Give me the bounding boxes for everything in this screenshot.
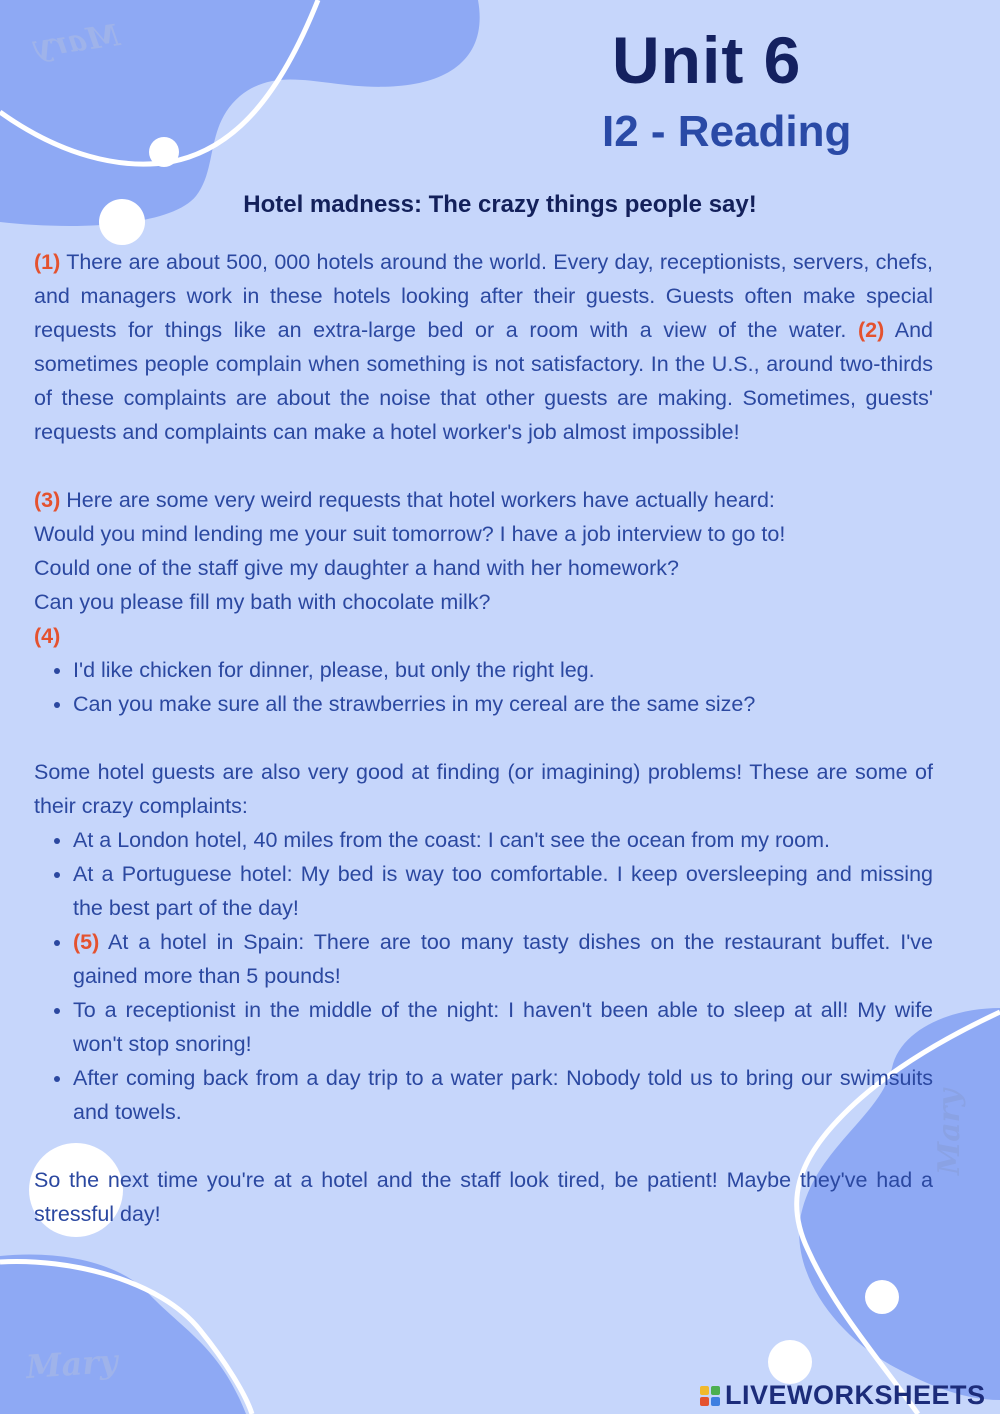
list-item: • I'd like chicken for dinner, please, but only the right leg. bbox=[73, 653, 933, 687]
marker-1[interactable]: (1) bbox=[34, 250, 61, 274]
liveworksheets-text: LIVEWORKSHEETS bbox=[725, 1380, 986, 1410]
unit-subtitle: I2 - Reading bbox=[602, 107, 852, 156]
liveworksheets-mark-icon bbox=[699, 1385, 721, 1407]
marker-5[interactable]: (5) bbox=[73, 930, 100, 954]
list-item: • To a receptionist in the middle of the night: I haven't been able to sleep at all! My wife won't stop snoring! bbox=[73, 993, 933, 1061]
marker-4-line bbox=[34, 619, 933, 653]
unit-title: Unit 6 bbox=[612, 23, 802, 97]
requests-bullet-list bbox=[34, 653, 933, 721]
list-item bbox=[73, 925, 933, 993]
marker-3[interactable]: (3) bbox=[34, 488, 61, 512]
article-title: Hotel madness: The crazy things people say! bbox=[243, 191, 757, 218]
mark-square bbox=[700, 1386, 709, 1395]
dot-bottom-right-1 bbox=[865, 1280, 899, 1314]
watermark-top-left: Mary bbox=[31, 18, 122, 65]
dot-bottom-right-2 bbox=[768, 1340, 812, 1384]
request-line: Would you mind lending me your suit tomorrow? I have a job interview to go to! bbox=[34, 522, 786, 546]
closing-paragraph: So the next time you're at a hotel and the staff look tired, be patient! Maybe they've had a stressful day! bbox=[34, 1168, 933, 1226]
complaints-bullet-list bbox=[34, 823, 933, 1129]
para1-text-a: There are about 500, 000 hotels around the world. Every day, receptionists, servers, chefs, and managers work in these hotels looking after their guests. Guests often make special requests for things like an extra-large bed or a room with a view of the water. bbox=[34, 250, 933, 342]
mark-square bbox=[711, 1386, 720, 1395]
watermark-right: Mary bbox=[932, 1089, 967, 1175]
complaints-intro: Some hotel guests are also very good at finding (or imagining) problems! These are some of their crazy complaints: bbox=[34, 760, 933, 818]
list-item: • At a London hotel, 40 miles from the coast: I can't see the ocean from my room. bbox=[73, 823, 933, 857]
request-line: Can you please fill my bath with chocolate milk? bbox=[34, 590, 491, 614]
list-item: • At a Portuguese hotel: My bed is way too comfortable. I keep oversleeping and missing the best part of the day! bbox=[73, 857, 933, 925]
mark-square bbox=[700, 1397, 709, 1406]
list-item: • After coming back from a day trip to a water park: Nobody told us to bring our swimsuits and towels. bbox=[73, 1061, 933, 1129]
article-body bbox=[34, 245, 933, 1231]
dot-top-1 bbox=[149, 137, 179, 167]
marker-2[interactable]: (2) bbox=[858, 318, 885, 342]
watermark-bottom-left: Mary bbox=[24, 1341, 119, 1387]
marker-4[interactable]: (4) bbox=[34, 624, 61, 648]
paragraph-1 bbox=[34, 245, 933, 449]
para1-text-b: And sometimes people complain when something is not satisfactory. In the U.S., around two-thirds of these complaints are about the noise that other guests are making. Sometimes, guests' requests and complaints can make a hotel worker's job almost impossible! bbox=[34, 318, 933, 444]
liveworksheets-logo[interactable] bbox=[699, 1380, 986, 1411]
list-item: • Can you make sure all the strawberries in my cereal are the same size? bbox=[73, 687, 933, 721]
paragraph-2-intro bbox=[34, 483, 933, 517]
requests-intro: Here are some very weird requests that hotel workers have actually heard: bbox=[60, 488, 775, 512]
complaint-text: At a hotel in Spain: There are too many tasty dishes on the restaurant buffet. I've gained more than 5 pounds! bbox=[73, 930, 933, 988]
mark-square bbox=[711, 1397, 720, 1406]
request-line: Could one of the staff give my daughter a hand with her homework? bbox=[34, 556, 679, 580]
